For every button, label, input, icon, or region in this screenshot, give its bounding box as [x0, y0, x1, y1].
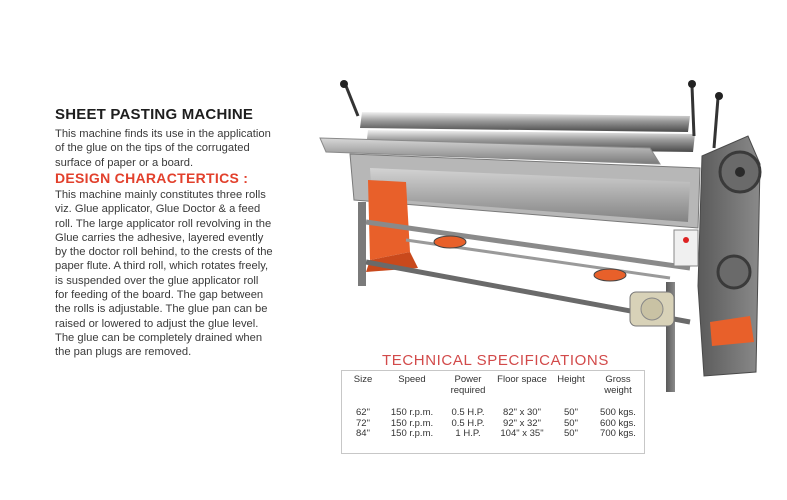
left-leg	[358, 202, 366, 286]
specs-title: TECHNICAL SPECIFICATIONS	[382, 352, 609, 369]
table-cell: 150 r.p.m.	[390, 428, 434, 439]
design-line: the pan plugs are removed.	[55, 346, 192, 359]
left-stand	[368, 180, 410, 260]
table-header-row	[345, 372, 645, 396]
design-line: roll. The large applicator roll revolving in the	[55, 217, 272, 230]
intro-line: surface of paper or a board.	[55, 156, 194, 169]
design-line: viz. Glue applicator, Glue Doctor & a feed	[55, 203, 261, 216]
col-power: Power required	[450, 374, 486, 396]
table-row	[345, 429, 645, 440]
design-line: the rolls is adjustable. The glue pan can be	[55, 303, 268, 316]
col-gross-weight: Gross weight	[604, 374, 632, 396]
table-cell: 84"	[356, 428, 370, 439]
handwheel-left	[434, 236, 466, 248]
control-box	[674, 230, 698, 266]
table-cell: 104" x 35"	[500, 428, 544, 439]
design-line: Glue carries the adhesive, layered evently	[55, 231, 264, 244]
specs-table	[345, 372, 645, 440]
col-speed: Speed	[398, 374, 426, 385]
col-floor-space: Floor space	[497, 374, 547, 385]
table-cell: 500 kgs.	[600, 407, 636, 418]
intro-paragraph	[55, 127, 271, 170]
table-cell: 72"	[356, 417, 370, 429]
table-cell: 82" x 30"	[503, 407, 541, 418]
table-cell: 150 r.p.m.	[390, 417, 434, 429]
intro-line: This machine finds its use in the application	[55, 128, 271, 140]
table-cell: 150 r.p.m.	[390, 407, 434, 418]
table-cell: 700 kgs.	[600, 428, 636, 439]
table-cell: 62"	[356, 407, 370, 418]
col-size: Size	[353, 374, 373, 385]
design-heading: DESIGN CHARACTERTICS :	[55, 170, 249, 186]
design-line: raised or lowered to adjust the glue level.	[55, 317, 259, 330]
table-cell: 1 H.P.	[455, 428, 481, 439]
col-height: Height	[557, 374, 585, 385]
design-line: is suspended over the glue applicator roll	[55, 274, 259, 287]
left-lever	[346, 86, 358, 116]
table-cell: 50"	[564, 417, 578, 429]
design-line: by the doctor roll behind, to the crests of the	[55, 246, 273, 259]
table-cell: 50"	[564, 428, 578, 439]
design-line: paper flute. A third roll, which rotates freely,	[55, 260, 269, 273]
page-title: SHEET PASTING MACHINE	[55, 106, 254, 123]
table-cell: 0.5 H.P.	[451, 417, 485, 429]
design-line: The glue can be completely drained when	[55, 331, 263, 344]
design-line: This machine mainly constitutes three rolls	[55, 189, 266, 201]
table-row	[345, 396, 645, 419]
table-cell: 600 kgs.	[600, 417, 636, 429]
design-paragraph	[55, 188, 273, 360]
intro-line: of the glue on the tips of the corrugated	[55, 142, 250, 155]
table-cell: 50"	[564, 407, 578, 418]
table-cell: 92" x 32"	[503, 417, 541, 429]
design-line: for feeding of the board. The gap between	[55, 289, 264, 302]
table-cell: 0.5 H.P.	[451, 407, 485, 418]
back-roll	[360, 112, 690, 132]
handwheel-right	[594, 269, 626, 281]
right-lever	[692, 86, 694, 136]
